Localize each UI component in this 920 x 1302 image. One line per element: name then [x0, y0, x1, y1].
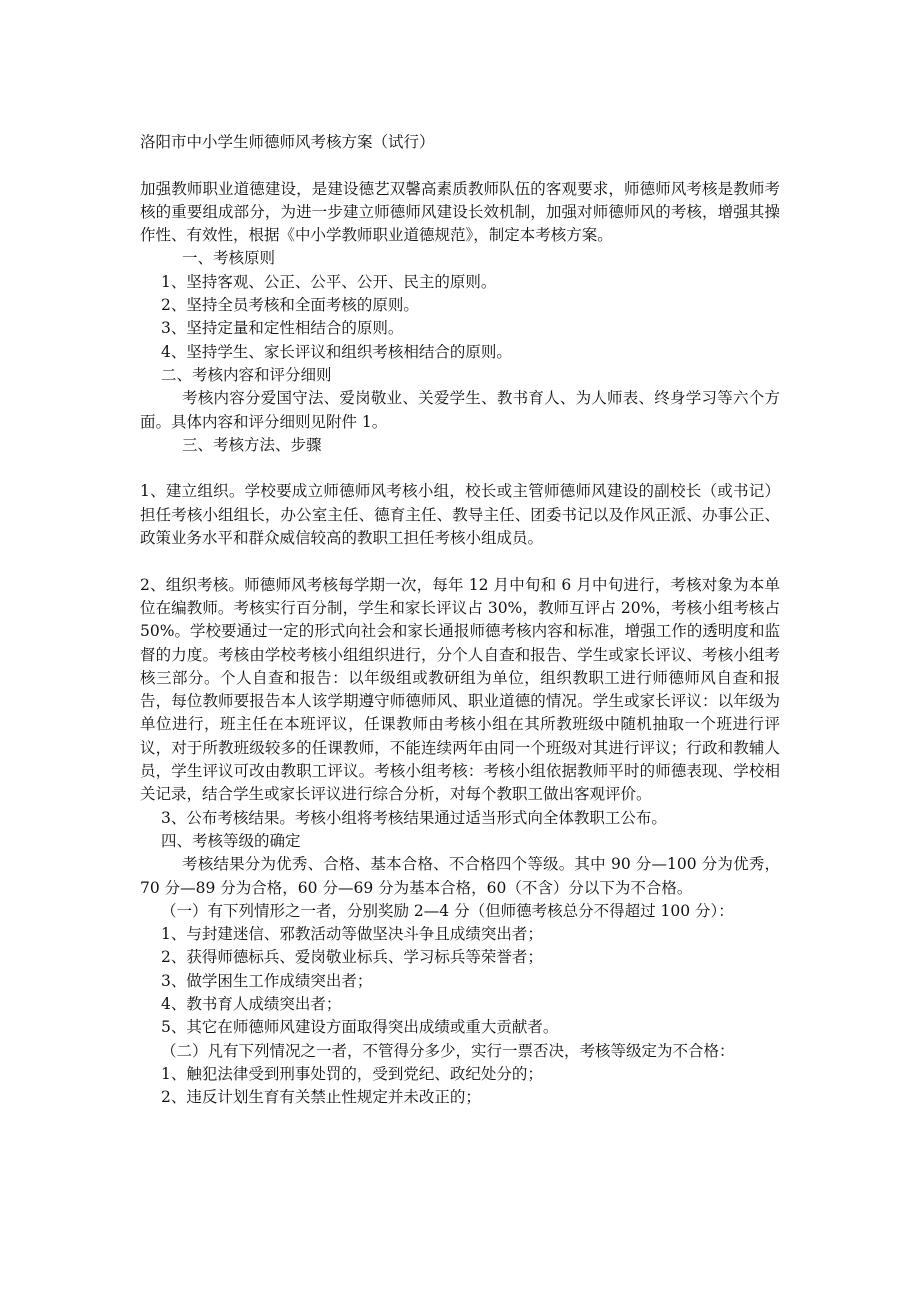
- veto-item: 1、触犯法律受到刑事处罚的，受到党纪、政纪处分的；: [161, 1064, 543, 1083]
- blank-line: [140, 154, 780, 177]
- grades-paragraph: 考核结果分为优秀、合格、基本合格、不合格四个等级。其中 90 分—100 分为优秀，70 分—89 分为合格，60 分—69 分为基本合格，60（不含）分以下为不合格。: [140, 855, 780, 897]
- step-2-paragraph: 2、组织考核。师德师风考核每学期一次，每年 12 月中旬和 6 月中旬进行，考核对象为本单位在编教师。考核实行百分制，学生和家长评议占 30%，教师互评占 20%，考核小组考核占 50%。学校要通过一定的形式向社会和家长通报师德考核内容和标准，增强工作的透明度和监督的力度。考核由学校考核小组组织进行，分个人自查和报告、学生或家长评议、考核小组考核三部分。个人自查和报告：以年级组或教研组为单位，组织教职工进行师德师风自查和报告，每位教师要报告本人该学期遵守师德师风、职业道德的情况。学生或家长评议：以年级为单位进行，班主任在本班评议，任课教师由考核小组在其所教班级中随机抽取一个班进行评议，对于所教班级较多的任课教师，不能连续两年由同一个班级对其进行评议；行政和教辅人员，学生评议可改由教职工评议。考核小组考核：考核小组依据教师平时的师德表现、学校相关记录，结合学生或家长评议进行综合分析，对每个教职工做出客观评价。: [140, 575, 780, 804]
- reward-item: 1、与封建迷信、邪教活动等做坚决斗争且成绩突出者；: [161, 925, 543, 944]
- reward-item: 3、做学困生工作成绩突出者；: [161, 971, 373, 990]
- section-heading-grades: 四、考核等级的确定: [161, 831, 301, 850]
- step-1-paragraph: 1、建立组织。学校要成立师德师风考核小组，校长或主管师德师风建设的副校长（或书记）担任考核小组组长，办公室主任、德育主任、教导主任、团委书记以及作风正派、办事公正、政策业务水平和群众威信较高的教职工担任考核小组成员。: [140, 482, 780, 548]
- section-heading-principles: 一、考核原则: [182, 249, 276, 268]
- document-body: [140, 131, 780, 1109]
- document-title: 洛阳市中小学生师德师风考核方案（试行）: [140, 133, 435, 151]
- blank-line: [140, 457, 780, 480]
- section-heading-content: 二、考核内容和评分细则: [161, 365, 332, 384]
- principle-item: 4、坚持学生、家长评议和组织考核相结合的原则。: [161, 342, 512, 361]
- veto-heading: （二）凡有下列情况之一者，不管得分多少，实行一票否决，考核等级定为不合格：: [161, 1041, 735, 1060]
- intro-paragraph: 加强教师职业道德建设，是建设德艺双馨高素质教师队伍的客观要求，师德师风考核是教师考核的重要组成部分，为进一步建立师德师风建设长效机制，加强对师德师风的考核，增强其操作性、有效性，根据《中小学教师职业道德规范》，制定本考核方案。: [140, 179, 780, 245]
- blank-line: [140, 550, 780, 573]
- content-paragraph: 考核内容分爱国守法、爱岗敬业、关爱学生、教书育人、为人师表、终身学习等六个方面。具体内容和评分细则见附件 1。: [140, 389, 780, 431]
- section-heading-method: 三、考核方法、步骤: [182, 435, 322, 454]
- step-3-paragraph: 3、公布考核结果。考核小组将考核结果通过适当形式向全体教职工公布。: [161, 808, 667, 827]
- principle-item: 1、坚持客观、公正、公平、公开、民主的原则。: [161, 272, 497, 291]
- reward-heading: （一）有下列情形之一者，分别奖励 2—4 分（但师德考核总分不得超过 100 分）：: [161, 901, 734, 920]
- principle-item: 2、坚持全员考核和全面考核的原则。: [161, 296, 419, 315]
- reward-item: 4、教书育人成绩突出者；: [161, 994, 342, 1013]
- veto-item: 2、违反计划生育有关禁止性规定并未改正的；: [161, 1088, 481, 1107]
- reward-item: 2、获得师德标兵、爱岗敬业标兵、学习标兵等荣誉者；: [161, 948, 543, 967]
- principle-item: 3、坚持定量和定性相结合的原则。: [161, 319, 404, 338]
- reward-item: 5、其它在师德师风建设方面取得突出成绩或重大贡献者。: [161, 1018, 559, 1037]
